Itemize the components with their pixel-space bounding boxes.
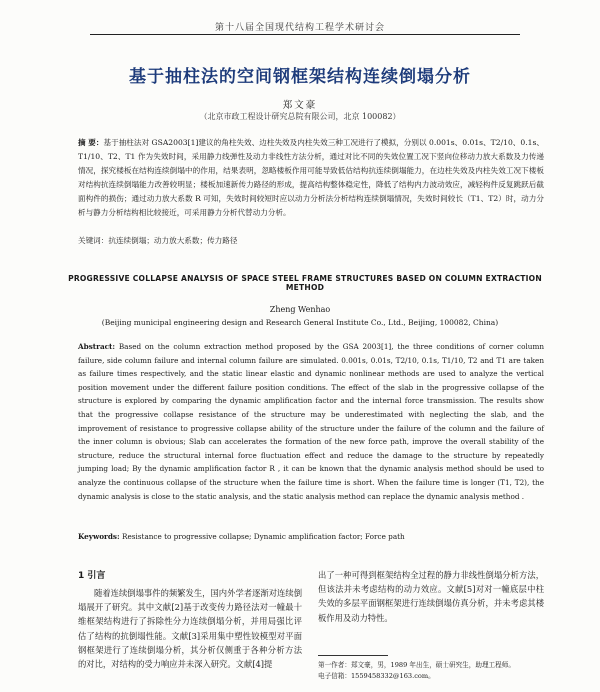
header-rule (90, 34, 520, 35)
english-affiliation: (Beijing municipal engineering design and Research General Institute Co., Ltd., Beijing, 100082, China) (101, 318, 499, 327)
abstract-cn-text: 基于抽柱法对 GSA2003[1]建议的角柱失效、边柱失效及内柱失效三种工况进行了模拟，分别以 0.001s、0.01s、T2/10、0.1s、T1/10、T2、T1 作为失效时间，采用静力线弹性及动力非线性方法分析，通过对比不同的失效位置工况下竖向位移动力放大系数及力传递情况，探究楼板在结构连续倒塌中的作用，结果表明，忽略楼板作用可能导致低估结构抗连续倒塌能力，在边柱失效及内柱失效工况下楼板对结构抗连续倒塌能力改善较明显；楼板加速新传力路径的形成，提高结构整体稳定性，降低了结构内力波动效应，减轻构件反复跳跃后截面构件的损伤；通过动力放大系数 R 可知，失效时间较短时应以动力分析法分析结构连续倒塌情况，失效时间较长（T1、T2）时，动力分析与静力分析结构相比较接近，可采用静力分析代替动力分析。 (78, 138, 544, 217)
footnote (318, 660, 544, 682)
paper-title: 基于抽柱法的空间钢框架结构连续倒塌分析 (129, 67, 471, 87)
abstract-cn-label: 摘 要： (78, 138, 104, 147)
keywords-en-text: Resistance to progressive collapse; Dynamic amplification factor; Force path (122, 532, 405, 541)
abstract-cn (78, 136, 544, 220)
footnote-email: 电子信箱：1559458332@163.com。 (318, 672, 435, 680)
footnote-rule (318, 655, 388, 656)
english-title: PROGRESSIVE COLLAPSE ANALYSIS OF SPACE STEEL FRAME STRUCTURES BASED ON COLUMN EXTRACTION METHOD (68, 274, 542, 292)
affiliation: （北京市政工程设计研究总院有限公司，北京 100082） (199, 112, 401, 121)
author: 郑文豪 (282, 100, 318, 111)
intro-paragraph: 随着连续倒塌事件的频繁发生，国内外学者逐渐对连续倒塌展开了研究。其中文献[2]基于改变传力路径法对一幢最十维框架结构进行了拆除性分力连续倒塌分析，并用局强比评估了结构的抗倒塌性能。文献[3]采用集中塑性铰模型对平面钢框架进行了连续倒塌分析，其分析仅侧重于各种分析方法的对比，对结构的受力响应并未深入研究。文献[4]提 (78, 588, 302, 670)
keywords-en-label: Keywords: (78, 532, 120, 541)
abstract-en-label: Abstract: (78, 342, 116, 351)
body-left-column (78, 568, 302, 671)
intro-paragraph-continued: 出了一种可得到框架结构全过程的静力非线性倒塌分析方法，但该法并未考虑结构的动力效应。文献[5]对对一幢底层中柱失效的多层平面钢框架进行连续倒塌仿真分析，并未考虑其楼板作用及动力特性。 (318, 570, 544, 623)
english-author: Zheng Wenhao (269, 305, 331, 314)
body-right-column (318, 568, 544, 625)
keywords-en (78, 532, 544, 541)
running-header: 第十八届全国现代结构工程学术研讨会 (214, 23, 385, 33)
abstract-en-text: Based on the column extraction method proposed by the GSA 2003[1], the three conditions of corner column failure, side column failure and internal column failure are simulated. 0.001s, 0.01s, T2/10, 0.1s, T1/10, T2 and T1 are taken as failure times respectively, and the static linear elastic and dynamic nonlinear methods are used to analyze the vertical position movement under the different failure position conditions. The effect of the slab in the progressive collapse of the structure is explored by comparing the dynamic amplification factor and the internal force transmission. The results show that the progressive collapse resistance of the structure may be underestimated with neglecting the slab, and the improvement of resistance to progressive collapse ability of the structure under the failure of the column and the failure of the inner column is obvious; Slab can accelerates the formation of the new force path, improve the overall stability of the structure, reduce the structural internal force fluctuation effect and reduce the damage to the structure by repeatedly jumping load; By the dynamic amplification factor R , it can be known that the dynamic analysis method should be used to analyze the continuous collapse of the structure when the failure time is short. When the failure time is longer (T1, T2), the dynamic analysis is close to the static analysis, and the static analysis method can replace the dynamic analysis method . (78, 342, 544, 501)
abstract-en (78, 340, 544, 503)
section-heading-intro: 1 引言 (78, 571, 106, 581)
footnote-author: 第一作者：郑文豪，男，1989 年出生，硕士研究生，助理工程师。 (318, 661, 515, 669)
keywords-cn: 关键词：抗连续倒塌；动力放大系数；传力路径 (78, 236, 238, 245)
